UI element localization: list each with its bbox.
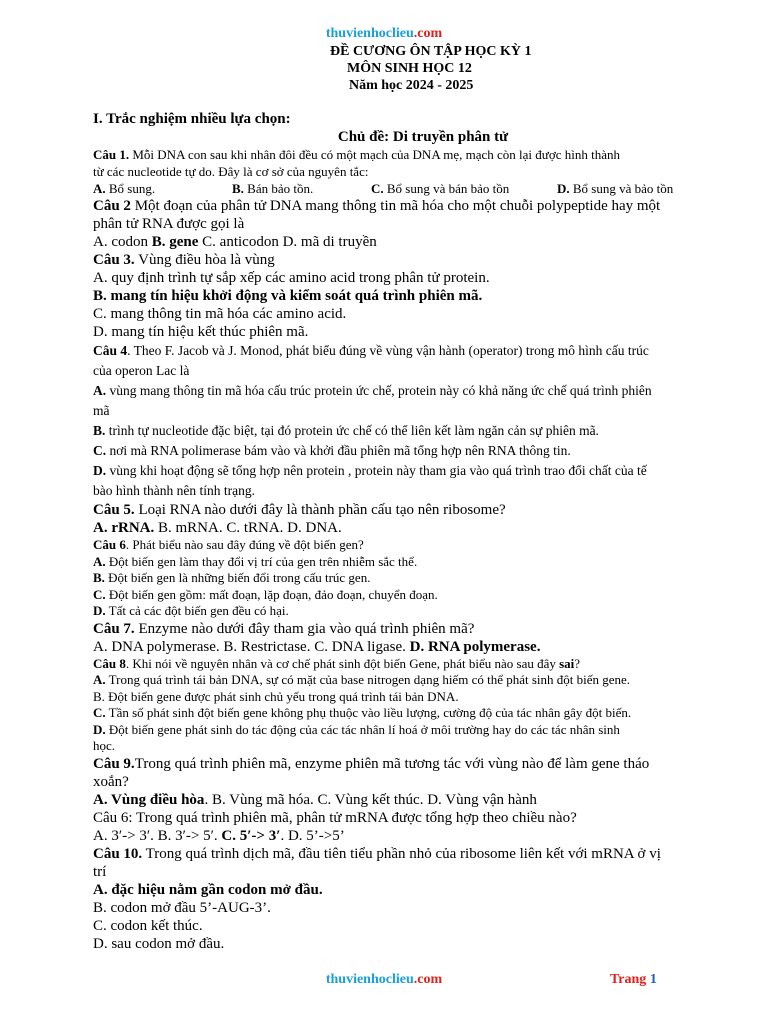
question-4-option-b: B. trình tự nucleotide đặc biệt, tại đó protein ức chế có thể liên kết làm ngăn cản sự phiên mã. [93,423,599,438]
document-title: ĐỀ CƯƠNG ÔN TẬP HỌC KỲ 1 [330,44,532,59]
question-3-option-c: C. mang thông tin mã hóa các amino acid. [93,306,347,322]
question-3-option-d: D. mang tín hiệu kết thúc phiên mã. [93,324,309,340]
site-domain: .com [413,26,443,41]
page-footer [0,972,768,990]
question-6-option-d: D. Tất cả các đột biến gen đều có hại. [93,603,289,618]
question-2-options: A. codon B. gene C. anticodon D. mã di truyền [93,234,377,250]
question-4-option-d: D. vùng khi hoạt động sẽ tổng hợp nên protein , protein này tham gia vào quá trình trao đổi chất của tế [93,463,647,478]
question-1-cont: từ các nucleotide tự do. Đây là cơ sở của nguyên tắc: [93,164,369,179]
question-10-option-a: A. đặc hiệu nằm gần codon mở đầu. [93,881,323,898]
question-4-option-a-cont: mã [93,403,110,418]
question-2: Câu 2 Một đoạn của phân tử DNA mang thông tin mã hóa cho một chuỗi polypeptide hay một [93,198,661,214]
question-10-cont: trí [93,863,107,880]
question-6-option-c: C. Đột biến gen gồm: mất đoạn, lặp đoạn, đảo đoạn, chuyển đoạn. [93,586,438,602]
question-8-option-d: D. Đột biến gene phát sinh do tác động của các tác nhân lí hoá ở môi trường hay do các tác nhân sinh [93,721,620,737]
question-1-options: A. Bổ sung. B. Bán bảo tồn. C. Bổ sung và bán bảo tồn D. Bổ sung và bảo tồn [93,181,674,196]
question-6-option-b: B. Đột biến gen là những biến đổi trong cấu trúc gen. [93,570,371,585]
question-8-option-b: B. Đột biến gene được phát sinh chủ yếu trong quá trình tái bản DNA. [93,688,459,704]
site-header-link[interactable] [0,26,768,42]
question-10: Câu 10. Trong quá trình dịch mã, đầu tiên tiểu phần nhỏ của ribosome liên kết với mRNA ở vị [93,845,661,862]
question-5: Câu 5. Loại RNA nào dưới đây là thành phần cấu tạo nên ribosome? [93,502,506,518]
topic-heading: Chủ đề: Di truyền phân tử [337,129,509,145]
question-8-option-d-cont: học. [93,738,116,753]
page-number: Trang 1 [610,972,657,987]
school-year: Năm học 2024 - 2025 [349,78,474,93]
question-8: Câu 8. Khi nói về nguyên nhân và cơ chế phát sinh đột biến Gene, phát biểu nào sau đây sai? [93,655,581,671]
question-9-cont: xoắn? [93,773,129,790]
question-10-option-c: C. codon kết thúc. [93,917,203,934]
question-9-options: A. Vùng điều hòa. B. Vùng mã hóa. C. Vùng kết thúc. D. Vùng vận hành [93,791,537,808]
question-2-cont: phân tử RNA được gọi là [93,216,245,232]
question-4-cont: của operon Lac là [93,363,190,378]
question-6-option-a: A. Đột biến gen làm thay đổi vị trí của gen trên nhiễm sắc thể. [93,553,418,569]
site-name: thuvienhoclieu [325,972,414,987]
question-4-option-c: C. nơi mà RNA polimerase bám vào và khởi đầu phiên mã tổng hợp nên RNA thông tin. [93,443,571,458]
question-4-option-d-cont: bào hình thành nên tính trạng. [93,483,255,498]
question-10-option-d: D. sau codon mở đầu. [93,935,225,952]
subject-title: MÔN SINH HỌC 12 [347,61,472,76]
question-6b: Câu 6: Trong quá trình phiên mã, phân tử mRNA được tổng hợp theo chiều nào? [93,809,577,826]
question-5-options: A. rRNA. B. mRNA. C. tRNA. D. DNA. [93,520,342,536]
question-7: Câu 7. Enzyme nào dưới đây tham gia vào quá trình phiên mã? [93,620,475,637]
question-3-option-a: A. quy định trình tự sắp xếp các amino acid trong phân tử protein. [93,270,490,286]
question-8-option-a: A. Trong quá trình tái bản DNA, sự có mặt của base nitrogen dạng hiếm có thể phát sinh đột biến gene. [93,672,631,687]
question-1: Câu 1. Mỗi DNA con sau khi nhân đôi đều có một mạch của DNA mẹ, mạch còn lại được hình thành [93,147,620,162]
question-4: Câu 4. Theo F. Jacob và J. Monod, phát biểu đúng về vùng vận hành (operator) trong mô hình cấu trúc [93,343,649,358]
question-3: Câu 3. Vùng điều hòa là vùng [93,252,275,268]
question-4-option-a: A. vùng mang thông tin mã hóa cấu trúc protein ức chế, protein này có khả năng ức chế quá trình phiên [93,383,652,398]
question-7-options: A. DNA polymerase. B. Restrictase. C. DNA ligase. D. RNA polymerase. [93,638,541,655]
question-10-option-b: B. codon mở đầu 5’-AUG-3’. [93,899,271,916]
document-body [93,110,753,953]
site-name: thuvienhoclieu [325,26,414,41]
question-6b-options: A. 3′-> 3′. B. 3′-> 5′. C. 5′-> 3′. D. 5’->5’ [93,827,345,844]
question-8-option-c: C. Tần số phát sinh đột biến gene không phụ thuộc vào liều lượng, cường độ của tác nhân gây đột biến. [93,705,632,720]
site-domain: .com [413,972,443,987]
section-heading: I. Trắc nghiệm nhiều lựa chọn: [93,111,291,127]
question-6: Câu 6. Phát biểu nào sau đây đúng về đột biến gen? [93,537,364,552]
question-3-option-b: B. mang tín hiệu khởi động và kiểm soát quá trình phiên mã. [93,288,483,304]
question-9: Câu 9.Trong quá trình phiên mã, enzyme phiên mã tương tác với vùng nào để làm gene tháo [93,755,650,772]
